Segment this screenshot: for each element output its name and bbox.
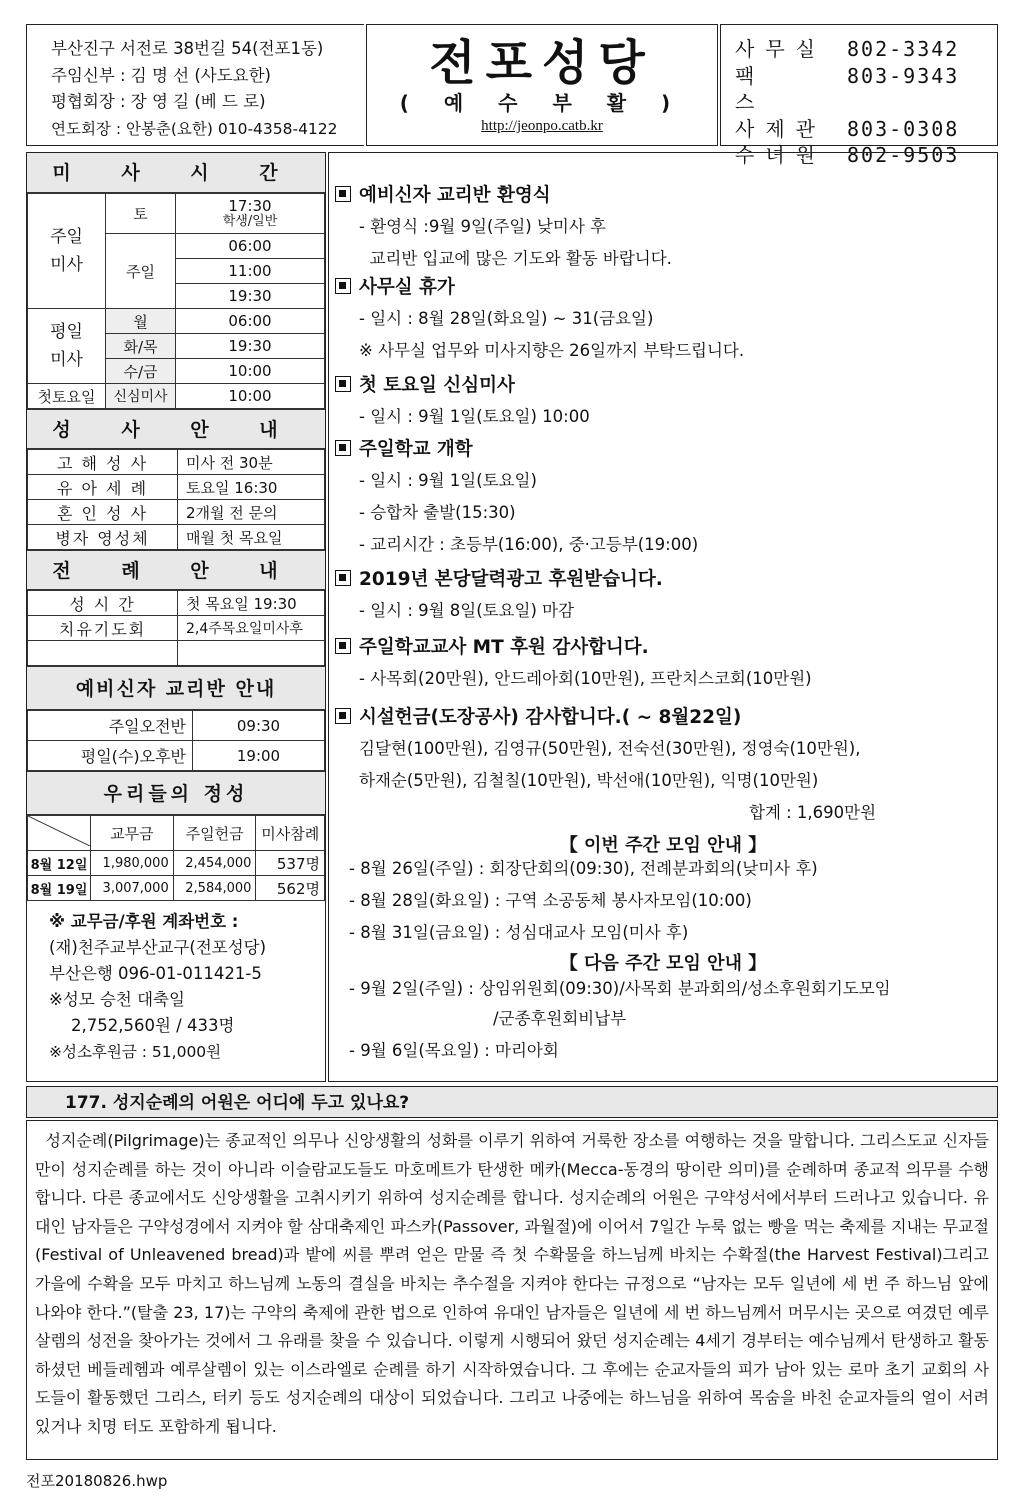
mass-title: 미 사 시 간: [27, 153, 325, 193]
notice-line: - 교리시간 : 초등부(16:00), 중·고등부(19:00): [359, 535, 699, 554]
sun-time: 06:00: [176, 234, 325, 259]
left-column: [26, 152, 326, 1082]
weekday-time: 06:00: [176, 309, 325, 334]
contact-row: 사무실 802-3342: [735, 37, 960, 61]
notice-line: 김달현(100만원), 김영규(50만원), 전숙선(30만원), 정영숙(10만원),: [359, 739, 861, 758]
weekday-mass-label: 평일 미사: [28, 309, 106, 384]
assumption-value: 2,752,560원 / 433명: [71, 1016, 235, 1035]
sacrament-name: 병자 영성체: [28, 525, 178, 550]
sacrament-name: 고 해 성 사: [28, 450, 178, 475]
qa-answer: 성지순례(Pilgrimage)는 종교적인 의무나 신앙생활의 성화를 이루기 위하여 거룩한 장소를 여행하는 것을 말합니다. 그리스도교 신자들만이 성지순례를 하는 것이 아니라 이슬람교도들도 마호메트가 탄생한 메카(Mecca-동경의 땅이란 의미)를 순례하며 종교적 의무를 수행합니다. 다른 종교에서도 신앙생활을 고취시키기 위하여 성지순례를 합니다. 성지순례의 어원은 구약성서에서부터 드러나고 있습니다. 유대인 남자들은 구약성경에서 지켜야 할 삼대축제인 파스카(Passover, 과월절)에 이어서 7일간 누룩 없는 빵을 먹는 축제를 지내는 무교절(Festival of Unleavened bread)과 밭에 씨를 뿌려 얻은 맏물 즉 첫 수확물을 하느님께 바치는 수확절(the Harvest Festival)그리고 가을에 수확을 모두 마치고 하느님께 노동의 결실을 바치는 추수절을 지켜야 한다는 규정으로 “남자는 모두 일년에 세 번 주 하느님 앞에 나와야 한다.”(탈출 23, 17)는 구약의 축제에 관한 법으로 인하여 유대인 남자들은 일년에 세 번 하느님께서 머무시는 곳으로 여겼던 예루살렘의 성전을 찾아가는 것에서 그 유래를 찾을 수 있습니다. 이렇게 시행되어 왔던 성지순례는 4세기 경부터는 예수님께서 탄생하고 활동하셨던 베들레헴과 예루살렘이 있는 이스라엘로 순례를 하기 시작하였습니다. 그 후에는 순교자들의 피가 남아 있는 로마 초기 교회의 사도들이 활동했던 그리스, 터키 등도 성지순례의 대상이 되었습니다. 그리고 나중에는 하느님을 위하여 목숨을 바친 순교자들의 얼이 서려있거나 치명 터도 포함하게 됩니다.: [26, 1120, 998, 1460]
first-sat-time: 10:00: [176, 384, 325, 409]
sacrament-info: 2개월 전 문의: [178, 500, 325, 525]
meetings-this-title: 【 이번 주간 모임 안내 】: [559, 835, 767, 856]
address: 부산진구 서전로 38번길 54(전포1동): [51, 39, 324, 58]
header-contacts: [720, 24, 998, 167]
offering-c: 562명: [256, 876, 325, 901]
header-title-box: [366, 24, 718, 146]
notice-line: - 승합차 출발(15:30): [359, 503, 516, 522]
weekday-time: 10:00: [176, 359, 325, 384]
prayer-chair: 연도회장 : 안봉춘(요한) 010-4358-4122: [51, 119, 338, 138]
catechumen-time: 09:30: [193, 711, 325, 741]
worship-title: 전 례 안 내: [27, 550, 325, 590]
offering-c: 537명: [256, 851, 325, 876]
sacraments-table: [27, 449, 325, 550]
offering-header: 주일헌금: [173, 816, 256, 851]
sacraments-title: 성 사 안 내: [27, 409, 325, 449]
worship-name: 치유기도회: [28, 616, 178, 641]
meeting-line: - 9월 6일(목요일) : 마리아회: [349, 1041, 559, 1060]
sacrament-info: 토요일 16:30: [178, 475, 325, 500]
sunday-mass-label: 주일 미사: [28, 194, 106, 309]
notice-line: - 일시 : 8월 28일(화요일) ~ 31(금요일): [359, 309, 654, 328]
offering-date: 8월 12일: [28, 851, 91, 876]
first-sat-label: 첫토요일: [28, 384, 106, 409]
notice-heading: 사무실 휴가: [335, 273, 455, 299]
header-info: [26, 24, 364, 146]
worship-info: 첫 목요일 19:30: [178, 591, 325, 616]
first-sat-type: 신심미사: [106, 384, 176, 409]
notice-line: 하재순(5만원), 김철칠(10만원), 박선애(10만원), 익명(10만원): [359, 771, 819, 790]
notice-heading: 주일학교 개학: [335, 435, 473, 461]
church-url[interactable]: http://jeonpo.catb.kr: [481, 118, 603, 134]
worship-info: [178, 641, 325, 666]
notice-heading: 2019년 본당달력광고 후원받습니다.: [335, 565, 663, 591]
square-bullet-icon: [335, 278, 351, 294]
notice-line: - 일시 : 9월 1일(토요일): [359, 471, 537, 490]
sat-note: 학생/일반: [222, 213, 278, 229]
contact-row: 수녀원 802-9503: [735, 143, 960, 167]
sacrament-name: 혼 인 성 사: [28, 500, 178, 525]
notice-line: ※ 사무실 업무와 미사지향은 26일까지 부탁드립니다.: [359, 341, 745, 360]
worship-table: [27, 590, 325, 666]
offering-b: 2,584,000: [173, 876, 256, 901]
sat-time: 17:30: [228, 196, 272, 215]
notices-column: [328, 152, 998, 1082]
sun-time: 11:00: [176, 259, 325, 284]
notice-line: - 환영식 :9월 9일(주일) 낮미사 후: [359, 217, 606, 236]
sacrament-name: 유 아 세 례: [28, 475, 178, 500]
offering-table: [27, 815, 325, 901]
sat-label: 토: [106, 194, 176, 234]
notice-line: - 사목회(20만원), 안드레아회(10만원), 프란치스코회(10만원): [359, 669, 812, 688]
notice-line: 교리반 입교에 많은 기도와 활동 바랍니다.: [359, 249, 672, 268]
sun-label: 주일: [106, 234, 176, 309]
church-name: 전포성당: [429, 35, 655, 91]
catechumen-table: [27, 710, 325, 771]
offering-header: 교무금: [91, 816, 174, 851]
contact-row: 팩 스 803-9343: [735, 63, 960, 114]
offering-a: 1,980,000: [91, 851, 174, 876]
offering-a: 3,007,000: [91, 876, 174, 901]
file-name: 전포20180826.hwp: [26, 1472, 168, 1490]
meeting-line: /군종후원회비납부: [493, 1009, 627, 1028]
meeting-line: - 8월 26일(주일) : 회장단회의(09:30), 전례분과회의(낮미사 후): [349, 859, 818, 878]
sacrament-info: 매월 첫 목요일: [178, 525, 325, 550]
notice-heading: 시설헌금(도장공사) 감사합니다.( ~ 8월22일): [335, 703, 741, 729]
offering-title: 우리들의 정성: [27, 771, 325, 815]
meetings-next-title: 【 다음 주간 모임 안내 】: [559, 953, 767, 974]
sacrament-info: 미사 전 30분: [178, 450, 325, 475]
church-subtitle: ( 예 수 부 활 ): [399, 91, 685, 115]
sanctuary-offering: ※성소후원금 : 51,000원: [49, 1043, 222, 1061]
diagonal-line: [28, 816, 90, 846]
council-chair: 평협회장 : 장 영 길 (베 드 로): [51, 92, 266, 111]
notice-line: - 일시 : 9월 8일(토요일) 마감: [359, 601, 575, 620]
catechumen-title: 예비신자 교리반 안내: [27, 666, 325, 710]
contact-row: 사제관 803-0308: [735, 116, 960, 141]
offering-b: 2,454,000: [173, 851, 256, 876]
square-bullet-icon: [335, 376, 351, 392]
meeting-line: - 8월 31일(금요일) : 성심대교사 모임(미사 후): [349, 923, 689, 942]
assumption-title: ※성모 승천 대축일: [49, 990, 185, 1009]
catechumen-class: 평일(수)오후반: [28, 741, 193, 771]
worship-name: [28, 641, 178, 666]
square-bullet-icon: [335, 440, 351, 456]
account-info: [27, 901, 325, 1065]
donation-total: 합계 : 1,690만원: [749, 803, 877, 822]
pastor: 주임신부 : 김 명 선 (사도요한): [51, 65, 271, 85]
notice-heading: 첫 토요일 신심미사: [335, 371, 515, 397]
square-bullet-icon: [335, 570, 351, 586]
offering-date: 8월 19일: [28, 876, 91, 901]
square-bullet-icon: [335, 638, 351, 654]
weekday-day: 월: [106, 309, 176, 334]
notice-heading: 예비신자 교리반 환영식: [335, 181, 551, 207]
account-holder: (재)천주교부산교구(전포성당): [49, 938, 267, 957]
meeting-line: - 8월 28일(화요일) : 구역 소공동체 봉사자모임(10:00): [349, 891, 752, 910]
account-number: 부산은행 096-01-011421-5: [49, 964, 262, 983]
catechumen-time: 19:00: [193, 741, 325, 771]
notice-line: - 일시 : 9월 1일(토요일) 10:00: [359, 407, 590, 426]
weekday-time: 19:30: [176, 334, 325, 359]
meeting-line: - 9월 2일(주일) : 상임위원회(09:30)/사목회 분과회의/성소후원회기도모임: [349, 979, 891, 998]
worship-info: 2,4주목요일미사후: [178, 616, 325, 641]
account-title: ※ 교무금/후원 계좌번호 :: [49, 912, 239, 931]
notice-heading: 주일학교교사 MT 후원 감사합니다.: [335, 633, 649, 659]
square-bullet-icon: [335, 186, 351, 202]
worship-name: 성 시 간: [28, 591, 178, 616]
qa-question: 177. 성지순례의 어원은 어디에 두고 있나요?: [26, 1086, 998, 1118]
mass-table: [27, 193, 325, 409]
weekday-day: 수/금: [106, 359, 176, 384]
catechumen-class: 주일오전반: [28, 711, 193, 741]
offering-header: 미사참례: [256, 816, 325, 851]
sun-time: 19:30: [176, 284, 325, 309]
weekday-day: 화/목: [106, 334, 176, 359]
diagonal-cell: [28, 816, 91, 851]
square-bullet-icon: [335, 708, 351, 724]
